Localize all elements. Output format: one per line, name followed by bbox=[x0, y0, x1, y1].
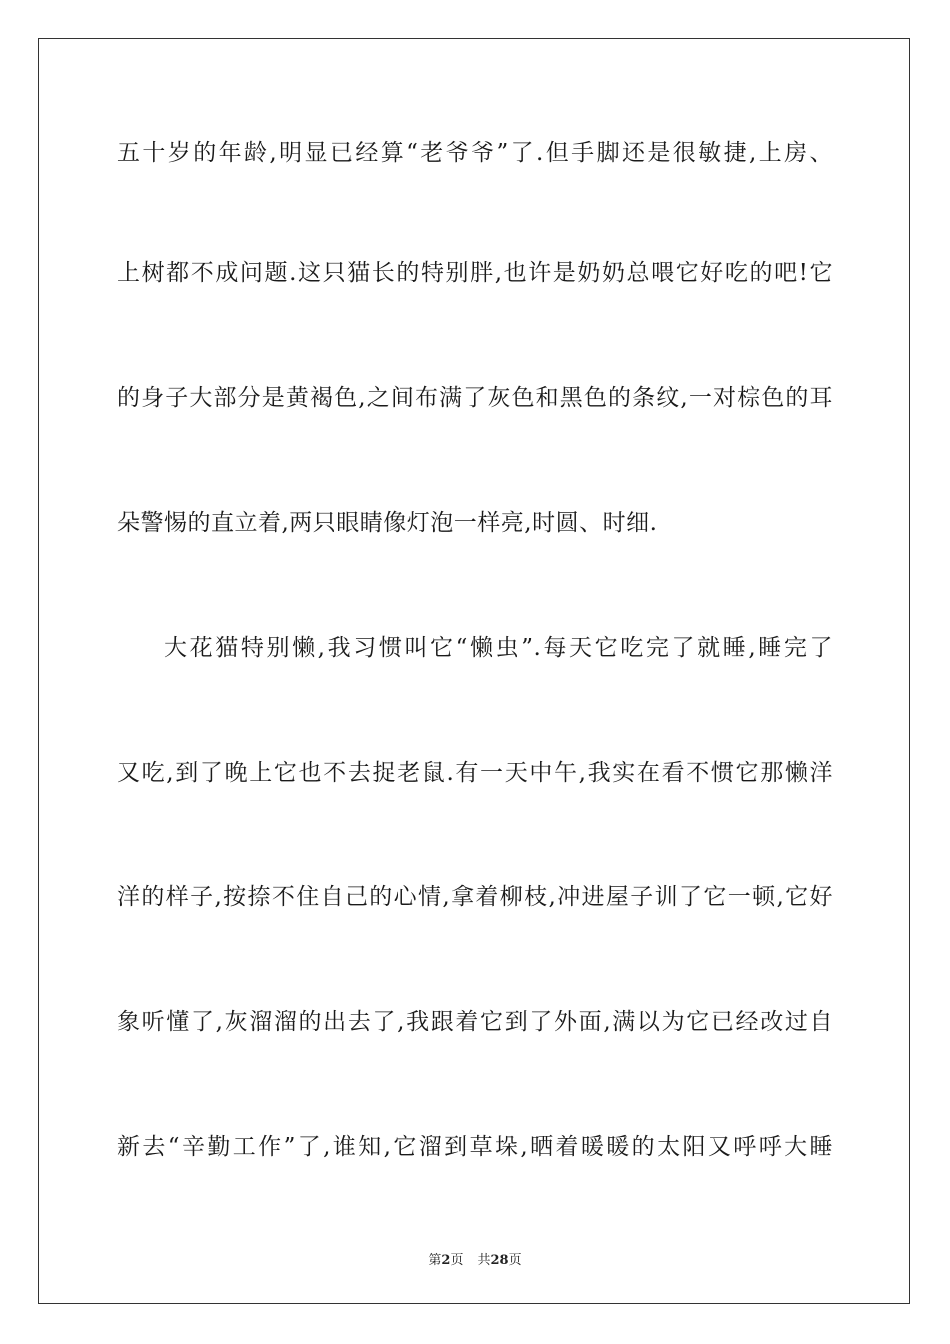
total-prefix: 共 bbox=[477, 1253, 491, 1268]
text-line: 象听懂了,灰溜溜的出去了,我跟着它到了外面,满以为它已经改过自 bbox=[117, 1009, 833, 1035]
page-footer bbox=[0, 1249, 950, 1268]
text-line: 又吃,到了晚上它也不去捉老鼠.有一天中午,我实在看不惯它那懒洋 bbox=[117, 760, 833, 786]
text-line: 五十岁的年龄,明显已经算“老爷爷”了.但手脚还是很敏捷,上房、 bbox=[117, 140, 833, 166]
text-line: 上树都不成问题.这只猫长的特别胖,也许是奶奶总喂它好吃的吧!它 bbox=[117, 260, 833, 286]
text-line: 朵警惕的直立着,两只眼睛像灯泡一样亮,时圆、时细. bbox=[117, 510, 658, 536]
total-suffix: 页 bbox=[508, 1253, 522, 1268]
page-border bbox=[38, 38, 910, 1304]
page-prefix: 第 bbox=[428, 1253, 442, 1268]
text-line-paragraph-start: 大花猫特别懒,我习惯叫它“懒虫”.每天它吃完了就睡,睡完了 bbox=[164, 635, 833, 661]
text-line: 新去“辛勤工作”了,谁知,它溜到草垛,晒着暖暖的太阳又呼呼大睡 bbox=[117, 1134, 833, 1160]
text-line: 洋的样子,按捺不住自己的心情,拿着柳枝,冲进屋子训了它一顿,它好 bbox=[117, 884, 833, 910]
page-number: 2 bbox=[441, 1253, 451, 1268]
text-line: 的身子大部分是黄褐色,之间布满了灰色和黑色的条纹,一对棕色的耳 bbox=[117, 385, 833, 411]
page-suffix: 页 bbox=[450, 1253, 464, 1268]
total-pages: 28 bbox=[490, 1253, 509, 1268]
